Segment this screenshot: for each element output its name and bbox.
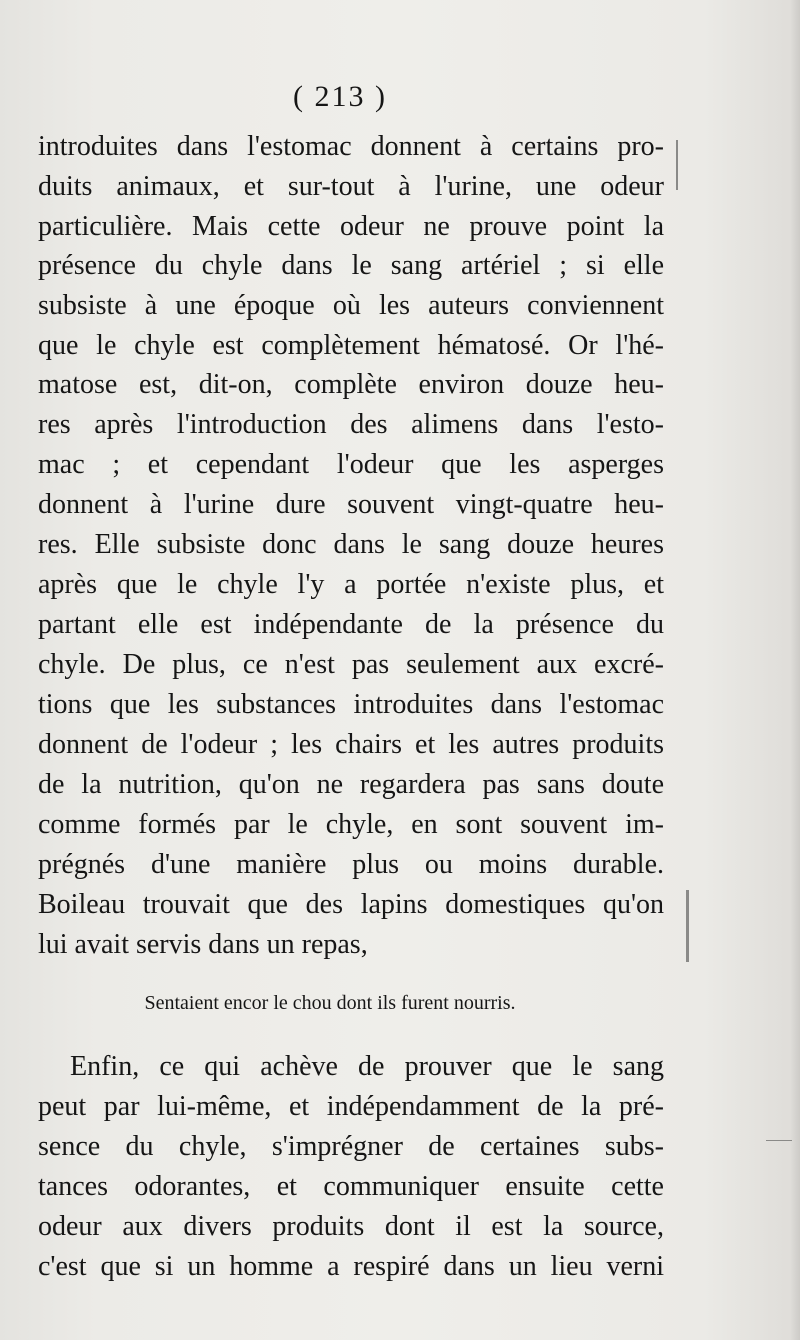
text-line: subsiste à une époque où les auteurs conviennent bbox=[38, 290, 664, 321]
text-line: Boileau trouvait que des lapins domestiques qu'on bbox=[38, 889, 664, 920]
margin-mark bbox=[676, 140, 678, 190]
text-line: que le chyle est complètement hématosé. Or l'hé- bbox=[38, 330, 664, 361]
text-line: partant elle est indépendante de la présence du bbox=[38, 609, 664, 640]
margin-mark bbox=[766, 1140, 792, 1141]
text-line: duits animaux, et sur-tout à l'urine, une odeur bbox=[38, 171, 664, 202]
text-line: particulière. Mais cette odeur ne prouve point la bbox=[38, 211, 664, 242]
text-line: introduites dans l'estomac donnent à certains pro- bbox=[38, 131, 664, 162]
text-line: donnent de l'odeur ; les chairs et les autres produits bbox=[38, 729, 664, 760]
text-line: odeur aux divers produits dont il est la source, bbox=[38, 1211, 664, 1242]
text-line: prégnés d'une manière plus ou moins durable. bbox=[38, 849, 664, 880]
text-line: comme formés par le chyle, en sont souvent im- bbox=[38, 809, 664, 840]
text-line: res. Elle subsiste donc dans le sang douze heures bbox=[38, 529, 664, 560]
text-line: donnent à l'urine dure souvent vingt-quatre heu- bbox=[38, 489, 664, 520]
text-line: après que le chyle l'y a portée n'existe plus, et bbox=[38, 569, 664, 600]
text-line: matose est, dit-on, complète environ douze heu- bbox=[38, 369, 664, 400]
text-line: Enfin, ce qui achève de prouver que le sang bbox=[70, 1051, 664, 1082]
text-line: présence du chyle dans le sang artériel ; si elle bbox=[38, 250, 664, 281]
page-edge-shadow bbox=[790, 0, 800, 1340]
text-line: lui avait servis dans un repas, bbox=[38, 929, 368, 960]
text-line: c'est que si un homme a respiré dans un lieu verni bbox=[38, 1251, 664, 1282]
text-line: chyle. De plus, ce n'est pas seulement aux excré- bbox=[38, 649, 664, 680]
text-line: tances odorantes, et communiquer ensuite cette bbox=[38, 1171, 664, 1202]
margin-mark bbox=[686, 890, 689, 962]
text-line: mac ; et cependant l'odeur que les asperges bbox=[38, 449, 664, 480]
page-number: ( 213 ) bbox=[293, 80, 387, 113]
text-line: de la nutrition, qu'on ne regardera pas sans doute bbox=[38, 769, 664, 800]
text-line: tions que les substances introduites dans l'estomac bbox=[38, 689, 664, 720]
verse-quotation: Sentaient encor le chou dont ils furent nourris. bbox=[144, 992, 516, 1014]
text-line: res après l'introduction des alimens dans l'esto- bbox=[38, 409, 664, 440]
text-line: sence du chyle, s'imprégner de certaines subs- bbox=[38, 1131, 664, 1162]
text-line: peut par lui-même, et indépendamment de la pré- bbox=[38, 1091, 664, 1122]
